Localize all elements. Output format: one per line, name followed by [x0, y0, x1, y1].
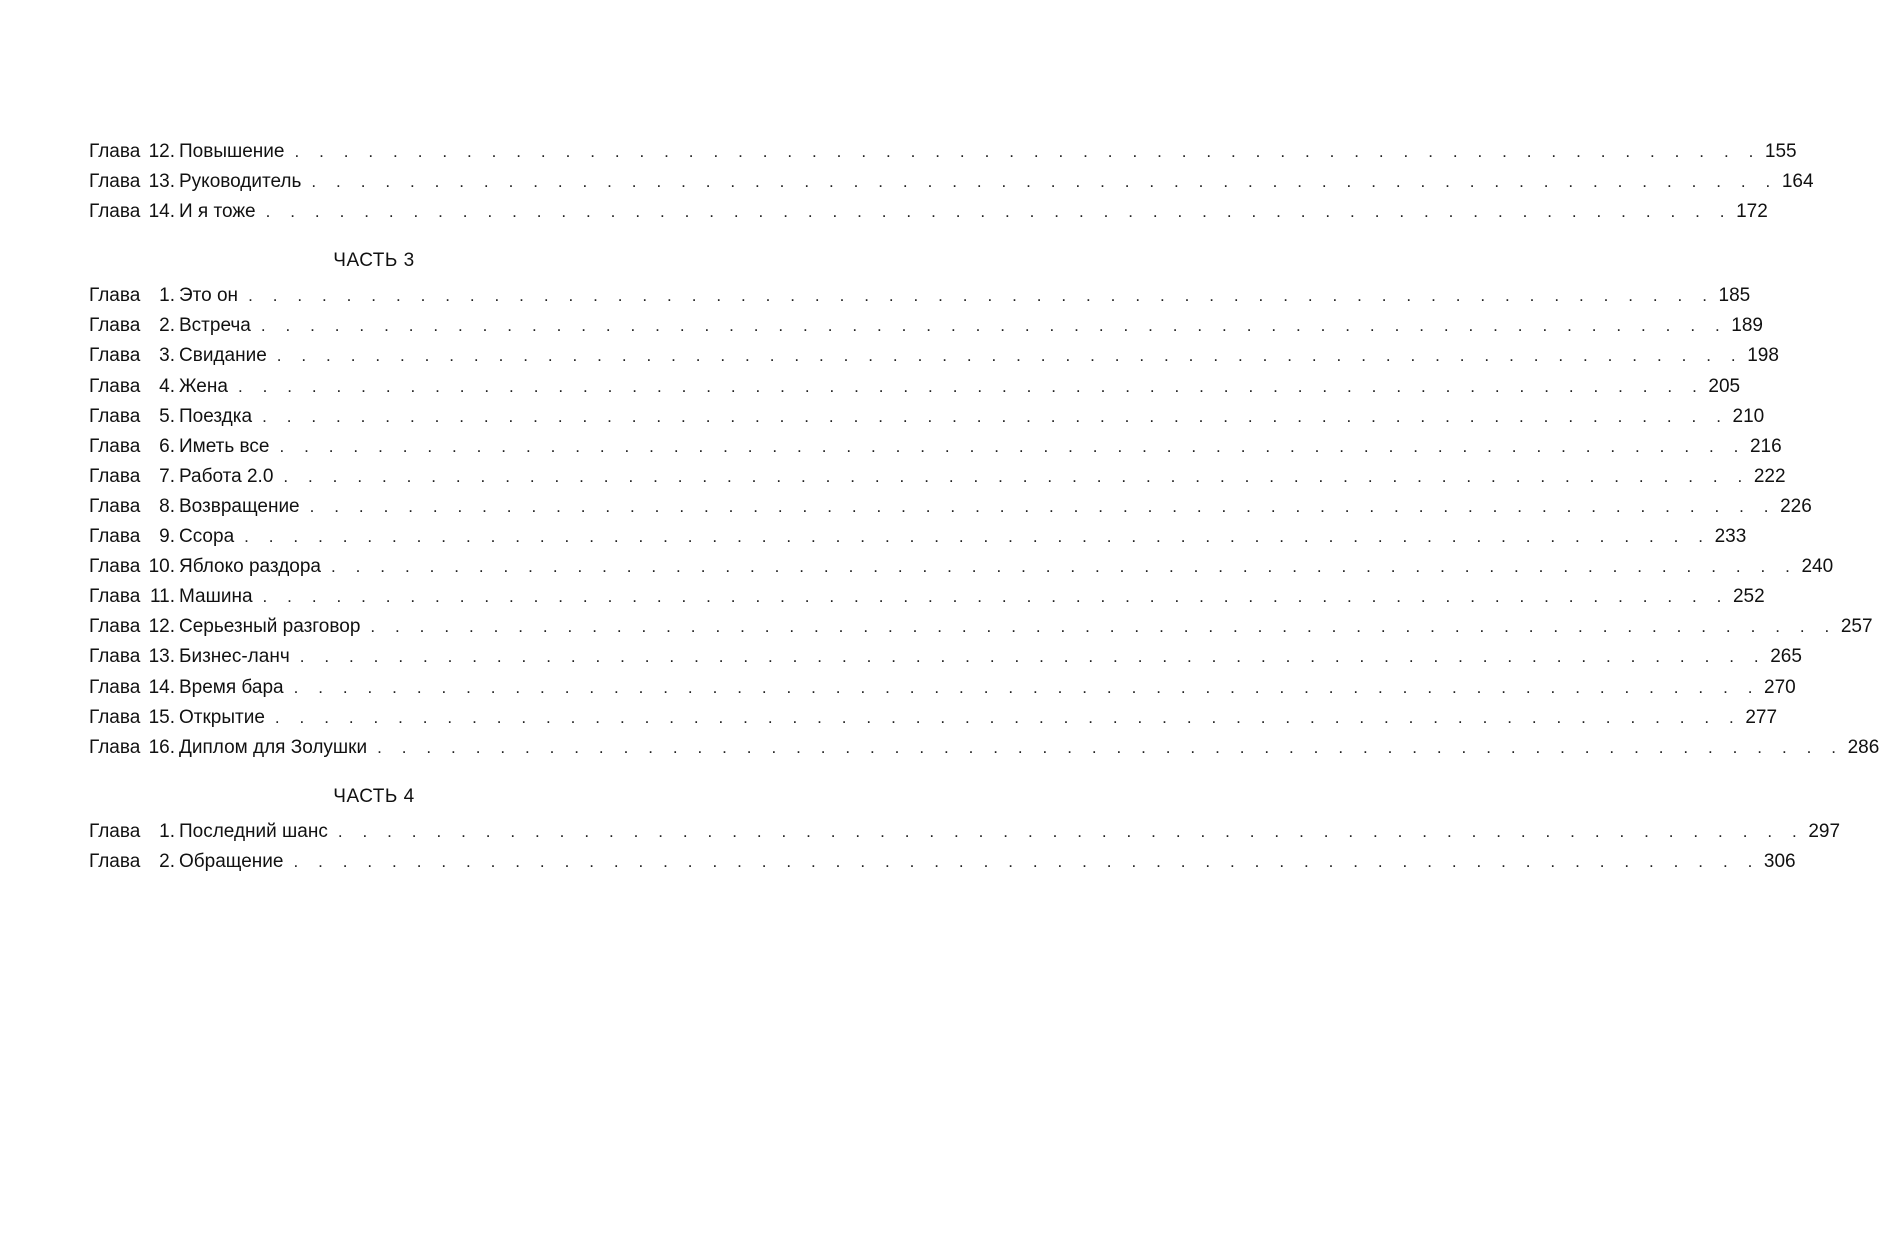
page-number: 189 — [1731, 315, 1763, 337]
chapter-word: Глава — [89, 646, 141, 668]
toc-entry — [89, 462, 1786, 492]
dot-leader: . . . . . . . . . . . . . . . . . . . . . . . . . . . . . . . . . . . . . . . . . . . . . . . . . . . . . . . . . . . . — [299, 647, 1767, 667]
chapter-number: 4. — [159, 375, 175, 397]
chapter-label — [89, 522, 234, 552]
dot-leader: . . . . . . . . . . . . . . . . . . . . . . . . . . . . . . . . . . . . . . . . . . . . . . . . . . . . . . . . . . . . — [260, 316, 1728, 336]
toc-entry — [89, 582, 1765, 612]
toc-entry — [89, 847, 1796, 877]
chapter-word: Глава — [89, 375, 141, 397]
toc-section — [89, 227, 1879, 763]
dot-leader: . . . . . . . . . . . . . . . . . . . . . . . . . . . . . . . . . . . . . . . . . . . . . . . . . . . . . . . . . . . . — [276, 346, 1744, 366]
chapter-word: Глава — [89, 171, 141, 193]
chapter-number: 6. — [159, 435, 175, 457]
toc-section — [89, 137, 1814, 227]
part-heading: ЧАСТЬ 4 — [333, 785, 415, 807]
spacer — [89, 763, 632, 782]
page-number: 216 — [1749, 435, 1782, 457]
chapter-word: Глава — [89, 736, 141, 758]
chapter-number: 14. — [148, 676, 175, 698]
page-number: 172 — [1736, 201, 1768, 223]
chapter-title: Бизнес-ланч — [179, 646, 290, 668]
chapter-number: 15. — [148, 706, 175, 728]
chapter-number: 1. — [159, 285, 175, 307]
toc-entry — [89, 522, 1747, 552]
dot-leader: . . . . . . . . . . . . . . . . . . . . . . . . . . . . . . . . . . . . . . . . . . . . . . . . . . . . . . . . . . . . — [283, 466, 1750, 486]
chapter-number: 12. — [148, 141, 175, 162]
chapter-title: Последний шанс — [179, 820, 328, 842]
page-number: 277 — [1745, 706, 1778, 728]
chapter-title: Ссора — [179, 526, 235, 548]
dot-leader: . . . . . . . . . . . . . . . . . . . . . . . . . . . . . . . . . . . . . . . . . . . . . . . . . . . . . . . . . . . . — [337, 821, 1805, 841]
chapter-title: Работа 2.0 — [179, 465, 274, 487]
page-number: 233 — [1714, 526, 1747, 548]
dot-leader: . . . . . . . . . . . . . . . . . . . . . . . . . . . . . . . . . . . . . . . . . . . . . . . . . . . . . . . . . . . . — [279, 436, 1746, 456]
chapter-label — [89, 341, 267, 371]
chapter-title: Свидание — [179, 345, 267, 367]
chapter-word: Глава — [89, 526, 141, 548]
chapter-word: Глава — [89, 616, 141, 638]
chapter-word: Глава — [89, 586, 141, 608]
chapter-label — [89, 642, 290, 672]
dot-leader: . . . . . . . . . . . . . . . . . . . . . . . . . . . . . . . . . . . . . . . . . . . . . . . . . . . . . . . . . . . . — [331, 557, 1798, 577]
toc-entry — [89, 372, 1741, 402]
chapter-title: Жена — [179, 375, 228, 397]
chapter-label — [89, 167, 301, 197]
chapter-title: Повышение — [179, 141, 285, 162]
toc-entry — [89, 703, 1778, 733]
dot-leader: . . . . . . . . . . . . . . . . . . . . . . . . . . . . . . . . . . . . . . . . . . . . . . . . . . . . . . . . . . . . — [262, 587, 1729, 607]
chapter-title: Встреча — [179, 315, 251, 337]
chapter-word: Глава — [89, 820, 141, 842]
chapter-title: И я тоже — [179, 201, 256, 223]
toc-entry — [89, 733, 1879, 763]
chapter-title: Это он — [179, 285, 239, 307]
chapter-number: 3. — [159, 345, 175, 367]
spacer — [89, 227, 632, 246]
part-heading: ЧАСТЬ 3 — [333, 250, 415, 272]
page-number: 155 — [1764, 141, 1797, 162]
toc-entry — [89, 432, 1782, 462]
chapter-number: 1. — [159, 820, 175, 842]
page-number: 297 — [1808, 820, 1841, 842]
dot-leader: . . . . . . . . . . . . . . . . . . . . . . . . . . . . . . . . . . . . . . . . . . . . . . . . . . . . . . . . . . . . — [377, 737, 1844, 757]
chapter-number: 13. — [148, 646, 175, 668]
chapter-label — [89, 197, 256, 227]
dot-leader: . . . . . . . . . . . . . . . . . . . . . . . . . . . . . . . . . . . . . . . . . . . . . . . . . . . . . . . . . . . . — [311, 172, 1778, 192]
page-number: 240 — [1801, 556, 1834, 578]
chapter-number: 11. — [149, 586, 175, 608]
chapter-title: Обращение — [179, 850, 284, 872]
chapter-word: Глава — [89, 345, 141, 367]
chapter-label — [89, 673, 284, 703]
chapter-label — [89, 311, 251, 341]
dot-leader: . . . . . . . . . . . . . . . . . . . . . . . . . . . . . . . . . . . . . . . . . . . . . . . . . . . . . . . . . . . . — [274, 707, 1742, 727]
chapter-label — [89, 492, 300, 522]
chapter-number: 9. — [159, 526, 175, 548]
toc-section — [89, 763, 1841, 877]
toc-entry — [89, 552, 1834, 582]
dot-leader: . . . . . . . . . . . . . . . . . . . . . . . . . . . . . . . . . . . . . . . . . . . . . . . . . . . . . . . . . . . . — [294, 142, 1761, 161]
dot-leader: . . . . . . . . . . . . . . . . . . . . . . . . . . . . . . . . . . . . . . . . . . . . . . . . . . . . . . . . . . . . — [309, 496, 1777, 516]
chapter-word: Глава — [89, 141, 141, 162]
chapter-word: Глава — [89, 285, 141, 307]
chapter-title: Открытие — [179, 706, 265, 728]
chapter-number: 8. — [159, 495, 175, 517]
toc-entry — [89, 492, 1812, 522]
chapter-label — [89, 432, 269, 462]
page-number: 257 — [1840, 616, 1873, 638]
page-number: 306 — [1763, 850, 1796, 872]
chapter-word: Глава — [89, 201, 141, 223]
dot-leader: . . . . . . . . . . . . . . . . . . . . . . . . . . . . . . . . . . . . . . . . . . . . . . . . . . . . . . . . . . . . — [237, 376, 1705, 396]
chapter-word: Глава — [89, 435, 141, 457]
chapter-label — [89, 402, 252, 432]
chapter-number: 2. — [159, 315, 175, 337]
chapter-title: Время бара — [179, 676, 284, 698]
dot-leader: . . . . . . . . . . . . . . . . . . . . . . . . . . . . . . . . . . . . . . . . . . . . . . . . . . . . . . . . . . . . — [244, 527, 1711, 547]
chapter-label — [89, 281, 238, 311]
chapter-label — [89, 372, 228, 402]
page-number: 270 — [1764, 676, 1796, 698]
chapter-label — [89, 612, 360, 642]
chapter-word: Глава — [89, 495, 141, 517]
chapter-word: Глава — [89, 405, 141, 427]
chapter-word: Глава — [89, 850, 141, 872]
page-number: 205 — [1708, 375, 1741, 397]
chapter-label — [89, 552, 321, 582]
toc-entry — [89, 402, 1765, 432]
toc-entry — [89, 137, 1797, 167]
chapter-number: 14. — [148, 201, 175, 223]
chapter-word: Глава — [89, 676, 141, 698]
chapter-title: Серьезный разговор — [179, 616, 361, 638]
dot-leader: . . . . . . . . . . . . . . . . . . . . . . . . . . . . . . . . . . . . . . . . . . . . . . . . . . . . . . . . . . . . — [262, 406, 1729, 426]
page-number: 265 — [1770, 646, 1802, 668]
page-number: 286 — [1847, 736, 1879, 758]
toc-entry — [89, 817, 1841, 847]
chapter-number: 7. — [159, 465, 175, 487]
chapter-title: Иметь все — [179, 435, 270, 457]
dot-leader: . . . . . . . . . . . . . . . . . . . . . . . . . . . . . . . . . . . . . . . . . . . . . . . . . . . . . . . . . . . . — [293, 677, 1761, 697]
chapter-word: Глава — [89, 706, 141, 728]
table-of-contents — [89, 137, 1879, 877]
chapter-title: Диплом для Золушки — [179, 736, 368, 758]
toc-entry — [89, 673, 1796, 703]
page-number: 210 — [1732, 405, 1765, 427]
toc-entry — [89, 612, 1873, 642]
toc-entry — [89, 642, 1802, 672]
chapter-title: Поездка — [179, 405, 253, 427]
toc-entry — [89, 341, 1779, 371]
page-number: 198 — [1747, 345, 1779, 367]
chapter-label — [89, 703, 265, 733]
dot-leader: . . . . . . . . . . . . . . . . . . . . . . . . . . . . . . . . . . . . . . . . . . . . . . . . . . . . . . . . . . . . — [370, 617, 1837, 637]
dot-leader: . . . . . . . . . . . . . . . . . . . . . . . . . . . . . . . . . . . . . . . . . . . . . . . . . . . . . . . . . . . . — [248, 286, 1715, 306]
chapter-number: 16. — [148, 736, 175, 758]
page-number: 185 — [1718, 285, 1751, 307]
page-number: 164 — [1781, 171, 1814, 193]
dot-leader: . . . . . . . . . . . . . . . . . . . . . . . . . . . . . . . . . . . . . . . . . . . . . . . . . . . . . . . . . . . . — [265, 202, 1733, 222]
page-number: 252 — [1732, 586, 1765, 608]
dot-leader: . . . . . . . . . . . . . . . . . . . . . . . . . . . . . . . . . . . . . . . . . . . . . . . . . . . . . . . . . . . . — [293, 851, 1760, 871]
toc-entry — [89, 281, 1751, 311]
toc-entry — [89, 167, 1814, 197]
page-number: 226 — [1780, 495, 1812, 517]
chapter-label — [89, 462, 273, 492]
toc-entry — [89, 197, 1768, 227]
chapter-label — [89, 137, 284, 167]
chapter-number: 5. — [159, 405, 175, 427]
chapter-title: Руководитель — [179, 171, 302, 193]
chapter-word: Глава — [89, 465, 141, 487]
chapter-word: Глава — [89, 556, 141, 578]
toc-entry — [89, 311, 1763, 341]
chapter-title: Яблоко раздора — [179, 556, 321, 578]
chapter-word: Глава — [89, 315, 141, 337]
chapter-number: 10. — [148, 556, 175, 578]
page-number: 222 — [1753, 465, 1786, 487]
chapter-title: Возвращение — [179, 495, 300, 517]
chapter-label — [89, 582, 253, 612]
chapter-label — [89, 733, 367, 763]
chapter-number: 2. — [159, 850, 175, 872]
chapter-number: 13. — [148, 171, 175, 193]
chapter-label — [89, 847, 283, 877]
chapter-label — [89, 817, 328, 847]
chapter-number: 12. — [148, 616, 175, 638]
chapter-title: Машина — [179, 586, 253, 608]
